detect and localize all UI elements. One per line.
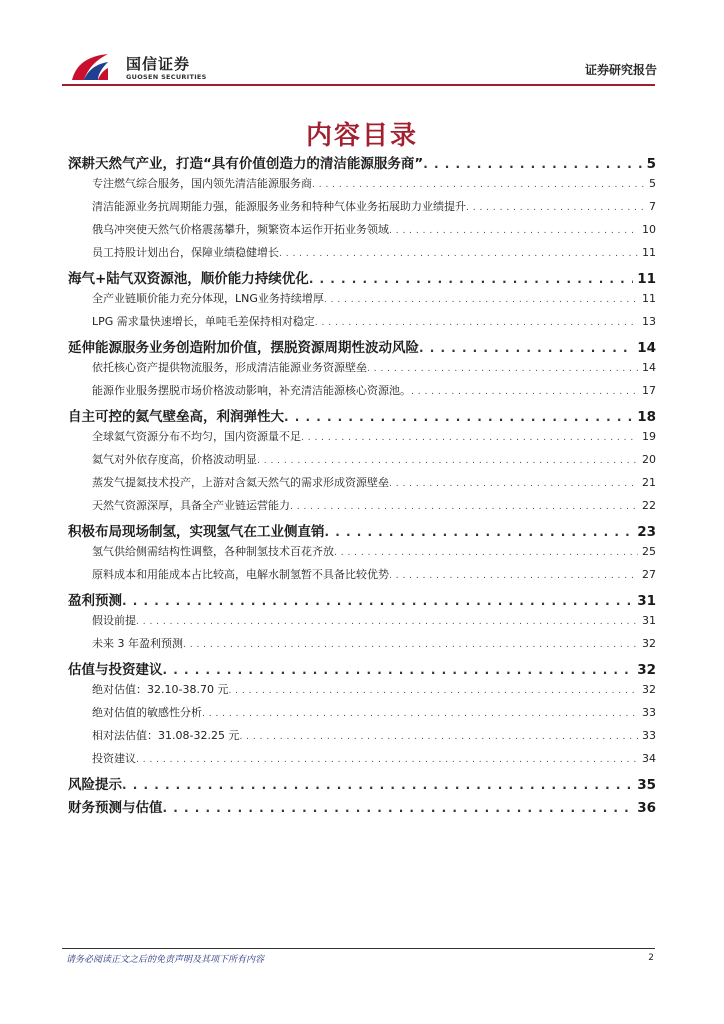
toc-entry-page: 18 bbox=[637, 409, 656, 425]
toc-entry-level1[interactable] bbox=[68, 589, 656, 612]
toc-entry-page: 23 bbox=[637, 524, 656, 540]
toc-entry-page: 22 bbox=[642, 499, 656, 512]
toc-entry-text: 员工持股计划出台，保障业绩稳健增长 bbox=[92, 246, 279, 259]
toc-leader-dots bbox=[202, 709, 638, 719]
toc-entry-level2[interactable] bbox=[68, 474, 656, 497]
toc-entry-page: 5 bbox=[646, 156, 656, 172]
toc-entry-level2[interactable] bbox=[68, 704, 656, 727]
toc-entry-text: 积极布局现场制氢，实现氢气在工业侧直销 bbox=[68, 524, 325, 540]
toc-leader-dots bbox=[389, 571, 638, 581]
toc-entry-page: 33 bbox=[642, 706, 656, 719]
toc-leader-dots bbox=[324, 295, 638, 305]
toc-leader-dots bbox=[389, 226, 638, 236]
toc-leader-dots bbox=[312, 180, 645, 190]
toc-entry-page: 32 bbox=[637, 662, 656, 678]
toc-entry-level2[interactable] bbox=[68, 635, 656, 658]
toc-entry-level2[interactable] bbox=[68, 359, 656, 382]
toc-entry-text: 相对法估值：31.08-32.25 元 bbox=[92, 729, 240, 742]
toc-entry-page: 14 bbox=[642, 361, 656, 374]
toc-entry-page: 36 bbox=[637, 800, 656, 816]
toc-leader-dots bbox=[301, 433, 638, 443]
toc-entry-text: 氢气供给侧需结构性调整，各种制氢技术百花齐放 bbox=[92, 545, 334, 558]
toc-leader-dots bbox=[279, 249, 638, 259]
toc-leader-dots bbox=[290, 502, 638, 512]
toc-entry-text: 延伸能源服务业务创造附加价值，摆脱资源周期性波动风险 bbox=[68, 340, 419, 356]
toc-entry-page: 31 bbox=[637, 593, 656, 609]
toc-entry-level2[interactable] bbox=[68, 428, 656, 451]
toc-leader-dots bbox=[163, 801, 634, 815]
toc-entry-level2[interactable] bbox=[68, 313, 656, 336]
toc-entry-text: 全球氦气资源分布不均匀，国内资源量不足 bbox=[92, 430, 301, 443]
company-logo bbox=[70, 50, 230, 84]
guosen-logo-icon bbox=[70, 50, 110, 84]
toc-entry-level2[interactable] bbox=[68, 175, 656, 198]
toc-entry-text: 未来 3 年盈利预测 bbox=[92, 637, 183, 650]
toc-entry-page: 7 bbox=[649, 200, 656, 213]
toc-entry-page: 34 bbox=[642, 752, 656, 765]
toc-entry-level1[interactable] bbox=[68, 336, 656, 359]
table-of-contents bbox=[68, 152, 656, 819]
toc-entry-text: 氦气对外依存度高，价格波动明显 bbox=[92, 453, 257, 466]
toc-entry-text: 全产业链顺价能力充分体现，LNG业务持续增厚 bbox=[92, 292, 324, 305]
toc-leader-dots bbox=[466, 203, 645, 213]
page-header bbox=[0, 0, 724, 90]
toc-entry-level1[interactable] bbox=[68, 152, 656, 175]
toc-entry-level1[interactable] bbox=[68, 796, 656, 819]
toc-entry-text: 绝对估值：32.10-38.70 元 bbox=[92, 683, 229, 696]
toc-entry-level2[interactable] bbox=[68, 221, 656, 244]
toc-entry-text: 能源作业服务摆脱市场价格波动影响，补充清洁能源核心资源池。 bbox=[92, 384, 411, 397]
toc-leader-dots bbox=[309, 272, 633, 286]
company-name-cn: 国信证券 bbox=[126, 55, 191, 73]
toc-entry-text: 俄乌冲突使天然气价格震荡攀升，频繁资本运作开拓业务领域 bbox=[92, 223, 389, 236]
toc-entry-level2[interactable] bbox=[68, 543, 656, 566]
toc-entry-page: 13 bbox=[642, 315, 656, 328]
toc-leader-dots bbox=[136, 617, 638, 627]
toc-entry-text: LPG 需求量快速增长，单吨毛差保持相对稳定 bbox=[92, 315, 315, 328]
toc-entry-level1[interactable] bbox=[68, 520, 656, 543]
toc-entry-page: 11 bbox=[637, 271, 656, 287]
toc-entry-level2[interactable] bbox=[68, 244, 656, 267]
toc-entry-level1[interactable] bbox=[68, 773, 656, 796]
toc-leader-dots bbox=[136, 755, 638, 765]
toc-entry-text: 估值与投资建议 bbox=[68, 662, 163, 678]
toc-entry-page: 5 bbox=[649, 177, 656, 190]
toc-entry-page: 17 bbox=[642, 384, 656, 397]
toc-entry-text: 天然气资源深厚，具备全产业链运营能力 bbox=[92, 499, 290, 512]
toc-entry-text: 深耕天然气产业，打造“具有价值创造力的清洁能源服务商” bbox=[68, 156, 424, 172]
toc-leader-dots bbox=[334, 548, 638, 558]
toc-entry-text: 海气+陆气双资源池，顺价能力持续优化 bbox=[68, 271, 309, 287]
toc-entry-level2[interactable] bbox=[68, 750, 656, 773]
toc-entry-text: 蒸发气提氦技术投产，上游对含氦天然气的需求形成资源壁垒 bbox=[92, 476, 389, 489]
toc-title: 内容目录 bbox=[305, 121, 418, 151]
toc-entry-page: 11 bbox=[642, 292, 656, 305]
toc-entry-page: 10 bbox=[642, 223, 656, 236]
toc-entry-page: 21 bbox=[642, 476, 656, 489]
toc-entry-level2[interactable] bbox=[68, 290, 656, 313]
toc-entry-text: 绝对估值的敏感性分析 bbox=[92, 706, 202, 719]
toc-entry-text: 依托核心资产提供物流服务，形成清洁能源业务资源壁垒 bbox=[92, 361, 367, 374]
toc-entry-level2[interactable] bbox=[68, 681, 656, 704]
toc-entry-page: 20 bbox=[642, 453, 656, 466]
toc-leader-dots bbox=[163, 663, 634, 677]
toc-entry-page: 14 bbox=[637, 340, 656, 356]
toc-leader-dots bbox=[122, 778, 633, 792]
footer-divider bbox=[62, 948, 655, 949]
toc-entry-page: 35 bbox=[637, 777, 656, 793]
toc-entry-level2[interactable] bbox=[68, 451, 656, 474]
toc-entry-page: 33 bbox=[642, 729, 656, 742]
toc-leader-dots bbox=[183, 640, 638, 650]
toc-leader-dots bbox=[423, 157, 642, 171]
toc-entry-text: 清洁能源业务抗周期能力强，能源服务业务和特种气体业务拓展助力业绩提升 bbox=[92, 200, 466, 213]
toc-leader-dots bbox=[411, 387, 638, 397]
toc-entry-level2[interactable] bbox=[68, 612, 656, 635]
toc-leader-dots bbox=[325, 525, 634, 539]
toc-leader-dots bbox=[257, 456, 638, 466]
toc-leader-dots bbox=[239, 732, 638, 742]
toc-entry-page: 27 bbox=[642, 568, 656, 581]
toc-entry-page: 25 bbox=[642, 545, 656, 558]
toc-entry-level1[interactable] bbox=[68, 267, 656, 290]
toc-entry-text: 风险提示 bbox=[68, 777, 122, 793]
toc-leader-dots bbox=[122, 594, 633, 608]
toc-entry-page: 19 bbox=[642, 430, 656, 443]
toc-entry-page: 11 bbox=[642, 246, 656, 259]
toc-entry-text: 投资建议 bbox=[92, 752, 136, 765]
toc-entry-page: 32 bbox=[642, 683, 656, 696]
toc-leader-dots bbox=[389, 479, 638, 489]
footer-disclaimer: 请务必阅读正文之后的免责声明及其项下所有内容 bbox=[66, 955, 265, 965]
toc-entry-text: 原料成本和用能成本占比较高，电解水制氢暂不具备比较优势 bbox=[92, 568, 389, 581]
toc-entry-level2[interactable] bbox=[68, 566, 656, 589]
toc-entry-level1[interactable] bbox=[68, 405, 656, 428]
toc-entry-level2[interactable] bbox=[68, 382, 656, 405]
toc-entry-text: 自主可控的氦气壁垒高，利润弹性大 bbox=[68, 409, 284, 425]
toc-leader-dots bbox=[419, 341, 633, 355]
toc-entry-page: 31 bbox=[642, 614, 656, 627]
page-number: 2 bbox=[648, 953, 654, 963]
toc-entry-level2[interactable] bbox=[68, 497, 656, 520]
toc-entry-text: 财务预测与估值 bbox=[68, 800, 163, 816]
toc-entry-text: 假设前提 bbox=[92, 614, 136, 627]
toc-entry-level1[interactable] bbox=[68, 658, 656, 681]
toc-entry-text: 专注燃气综合服务，国内领先清洁能源服务商 bbox=[92, 177, 312, 190]
toc-leader-dots bbox=[284, 410, 633, 424]
toc-entry-page: 32 bbox=[642, 637, 656, 650]
toc-entry-level2[interactable] bbox=[68, 727, 656, 750]
toc-leader-dots bbox=[315, 318, 638, 328]
toc-entry-level2[interactable] bbox=[68, 198, 656, 221]
header-divider bbox=[62, 84, 655, 86]
toc-leader-dots bbox=[228, 686, 638, 696]
toc-leader-dots bbox=[367, 364, 638, 374]
report-type-label: 证券研究报告 bbox=[584, 63, 657, 77]
company-name-en: GUOSEN SECURITIES bbox=[126, 73, 207, 81]
toc-entry-text: 盈利预测 bbox=[68, 593, 122, 609]
